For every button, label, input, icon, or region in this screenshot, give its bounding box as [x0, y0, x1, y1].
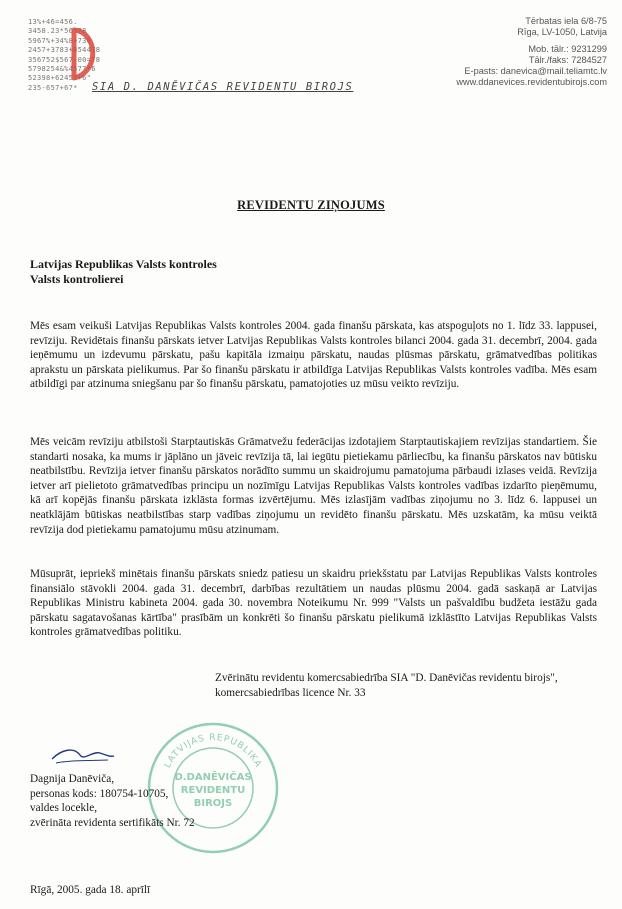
logo-text-line: 235-657+67* — [28, 83, 78, 92]
logo-text-line: 13%+46=456. — [28, 18, 78, 26]
email: E-pasts: danevica@mail.teliamtc.lv — [464, 66, 607, 76]
letterhead — [0, 0, 622, 100]
logo-d-mark-icon — [68, 26, 102, 86]
stamp-center-line: BIROJS — [193, 798, 233, 809]
address-line: Rīga, LV-1050, Latvija — [517, 27, 607, 37]
recipient-line: Valsts kontrolierei — [30, 272, 124, 286]
recipient — [30, 257, 217, 287]
logo — [28, 18, 102, 98]
stamp-center-line: REVIDENTU — [180, 785, 246, 796]
handwritten-signature — [48, 743, 118, 769]
recipient-line: Latvijas Republikas Valsts kontroles — [30, 257, 217, 271]
phone-fax: Tālr./faks: 7284527 — [528, 55, 607, 65]
website: www.ddanevices.revidentubirojs.com — [456, 77, 607, 87]
signer-role: valdes locekle, — [30, 802, 98, 815]
body-paragraph: Mūsuprāt, iepriekš minētais finanšu pārskats sniedz patiesu un skaidru priekšstatu par Latvijas Republikas Valsts kontroles finansiālo stāvokli 2004. gada 31. decembrī, darbības rezultātiem un naudas plūsmu 2004. gadā saskaņā ar Latvijas Republikas Ministru kabineta 2004. gada 30. novembra Noteikumu Nr. 999 "Valsts un pašvaldību budžeta iestāžu gada pārskatu sagatavošanas kārtība" prasībām un konkrēti šo finanšu pārskatu pielikumā izklāstīto Latvijas Republikas Valsts kontroles grāmatvedības politiku. — [30, 568, 597, 639]
logo-text-line: 3458.23*56*78 — [28, 27, 87, 36]
logo-text-line: 52398+62457+6" — [28, 74, 92, 83]
logo-text-line: 356752$567-00=78 — [28, 55, 101, 64]
signer-name: Dagnija Danēviča, — [30, 773, 115, 785]
stamp-outer-text: LATVIJAS REPUBLIKA — [162, 732, 264, 770]
logo-text-line: 5967%+34%8+736 — [28, 36, 92, 45]
signer-block — [30, 772, 195, 830]
svg-text:LATVIJAS REPUBLIKA — [163, 733, 263, 770]
document-title: REVIDENTU ZIŅOJUMS — [237, 198, 385, 212]
company-name: SIA D. DANĒVIČAS REVIDENTU BIROJS — [92, 81, 354, 93]
logo-text-line: 5798254&%4577*6 — [28, 65, 96, 74]
address-line: Tērbatas iela 6/8-75 — [525, 16, 607, 26]
signoff-line: Zvērinātu revidentu komercsabiedrība SIA "D. Danēvičas revidentu birojs", — [215, 672, 558, 684]
contact-block — [456, 16, 607, 88]
signoff-line: komercsabiedrības licence Nr. 33 — [215, 686, 366, 699]
mobile-phone: Mob. tālr.: 9231299 — [528, 44, 607, 54]
body-paragraph: Mēs esam veikuši Latvijas Republikas Valsts kontroles 2004. gada finanšu pārskata, kas atspoguļots no 1. līdz 33. lappusei, revīziju. Revidētais finanšu pārskats ietver Latvijas Republikas Valsts kontroles bilanci 2004. gada 31. decembrī, 2004. gada ieņēmumu un izdevumu pārskatu, pašu kapitāla izmaiņu pārskatu, naudas plūsmas pārskatu, grāmatvedības politikas aprakstu un pārskata pielikumus. Par šo finanšu pārskatu ir atbildīga Latvijas Republikas Valsts kontroles vadība. Mēs esam atbildīgi par atzinuma sniegšanu par šo finanšu pārskatu, pamatojoties uz mūsu veikto revīziju. — [30, 320, 597, 391]
document-date: Rīgā, 2005. gada 18. aprīlī — [30, 884, 151, 896]
signer-personal-code: personas kods: 180754-10705, — [30, 787, 169, 800]
logo-text-line: 2457+3783+854478 — [28, 46, 101, 55]
body-paragraph: Mēs veicām revīziju atbilstoši Starptautiskās Grāmatvežu federācijas izdotajiem Starptautiskajiem revīzijas standartiem. Šie standarti nosaka, ka mums ir jāplāno un jāveic revīzija tā, lai iegūtu pietiekamu pārliecību, ka finanšu pārskatos nav būtisku neatbilstību. Revīzija ietver finanšu pārskatos norādīto summu un skaidrojumu pamatojuma pārbaudi izlases veidā. Revīzija ietver arī pielietoto grāmatvedības principu un nozīmīgu Latvijas Republikas Valsts kontroles vadības izdarīto pieņēmumu, kā arī kopējās finanšu pārskata izklāsta formas izvērtējumu. Mēs izlasījām vadības ziņojumu no 3. līdz 6. lappusei un neatklājām būtiskas neatbilstības starp vadības ziņojumu un revidēto finanšu pārskatu. Mēs uzskatām, ka mūsu veiktā revīzija dod pietiekamu pamatojumu mūsu atzinumam. — [30, 436, 597, 536]
signer-certificate: zvērināta revidenta sertifikāts Nr. 72 — [30, 816, 195, 829]
stamp-center-line: D.DANĒVIČAS — [174, 772, 252, 783]
signoff — [215, 671, 558, 700]
